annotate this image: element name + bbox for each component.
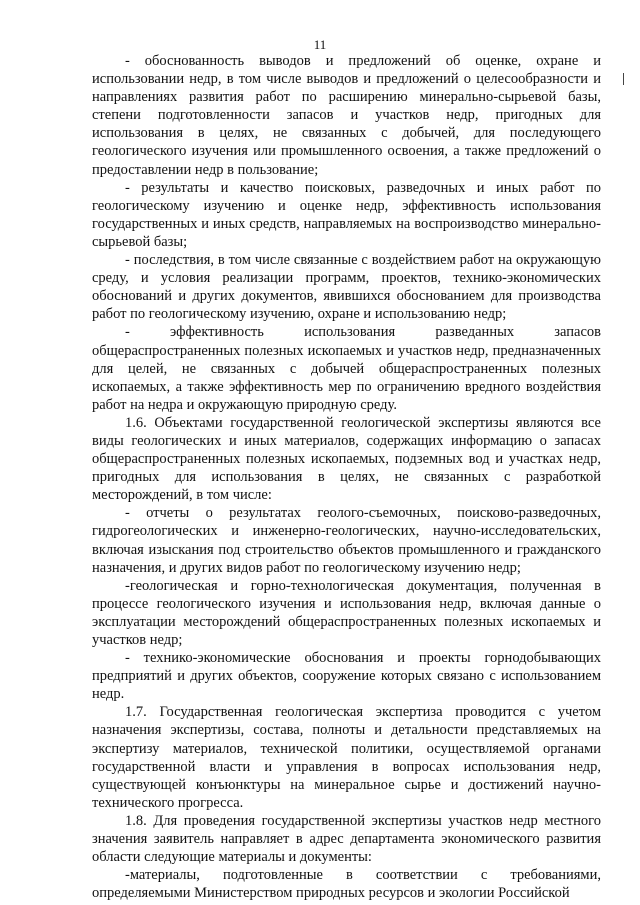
- paragraph-feasibility-studies: - технико-экономические обоснования и проекты горнодобывающих предприятий и других объектов, сооружение которых связано с использованием недр.: [92, 650, 601, 703]
- page-number: 11: [313, 37, 327, 52]
- paragraph-section-1-7: 1.7. Государственная геологическая экспертиза проводится с учетом назначения экспертизы, состава, полноты и детальности представляемых на экспертизу материалов, технической политики, осуществляемой органами государственной власти и управления в вопросах использования недр, существующей конъюнктуры на минеральное сырье и достижений научно-технического прогресса.: [92, 704, 601, 811]
- paragraph-materials-prepared: -материалы, подготовленные в соответствии с требованиями, определяемыми Министерством природных ресурсов и экологии Российской: [92, 867, 601, 902]
- paragraph-efficiency-of-reserves: - эффективность использования разведанных запасов общераспространенных полезных ископаемых и участков недр, предназначенных для целей, не связанных с добычей общераспространенных полезных ископаемых, а также эффективность мер по ограничению вредного воздействия работ на недра и окружающую природную среду.: [92, 324, 601, 413]
- paragraph-results-and-quality: - результаты и качество поисковых, разведочных и иных работ по геологическому изучению и оценке недр, эффективность использования государственных и иных средств, направляемых на воспроизводство минерально-сырьевой базы;: [92, 179, 601, 250]
- margin-mark: [623, 73, 624, 85]
- paragraph-section-1-8: 1.8. Для проведения государственной экспертизы участков недр местного значения заявитель направляет в адрес департамента экономического развития области следующие материалы и документы:: [92, 812, 601, 866]
- paragraph-validity-of-conclusions: - обоснованность выводов и предложений об оценке, охране и использовании недр, в том числе выводов и предложений о целесообразности и направлениях развития работ по расширению минерально-сырьевой базы, степени подготовленности запасов и участков недр, пригодных для использования в целях, не связанных с добычей, для последующего геологического изучения или промышленного освоения, а также предложений о предоставлении недр в пользование;: [92, 53, 601, 178]
- paragraph-section-1-6: 1.6. Объектами государственной геологической экспертизы являются все виды геологических и иных материалов, содержащих информацию о запасах общераспространенных полезных ископаемых, подземных вод и участках недр, пригодных для использования в целях, не связанных с разработкой месторождений, в том числе:: [92, 414, 601, 504]
- paragraph-geological-documentation: -геологическая и горно-технологическая документация, полученная в процессе геологического изучения и использования недр, включая данные о эксплуатации месторождений общераспространенных полезных ископаемых и участков недр;: [92, 577, 601, 648]
- body-text: [92, 52, 601, 902]
- paragraph-consequences: - последствия, в том числе связанные с воздействием работ на окружающую среду, и условия реализации программ, проектов, технико-экономических обоснований и других документов, явившихся обоснованием для производства работ по геологическому изучению, охране и использованию недр;: [92, 252, 601, 323]
- paragraph-reports: - отчеты о результатах геолого-съемочных, поисково-разведочных, гидрогеологических и инженерно-геологических, научно-исследовательских, включая изыскания под строительство объектов промышленного и гражданского назначения, и других видов работ по геологическому изучению недр;: [92, 505, 601, 576]
